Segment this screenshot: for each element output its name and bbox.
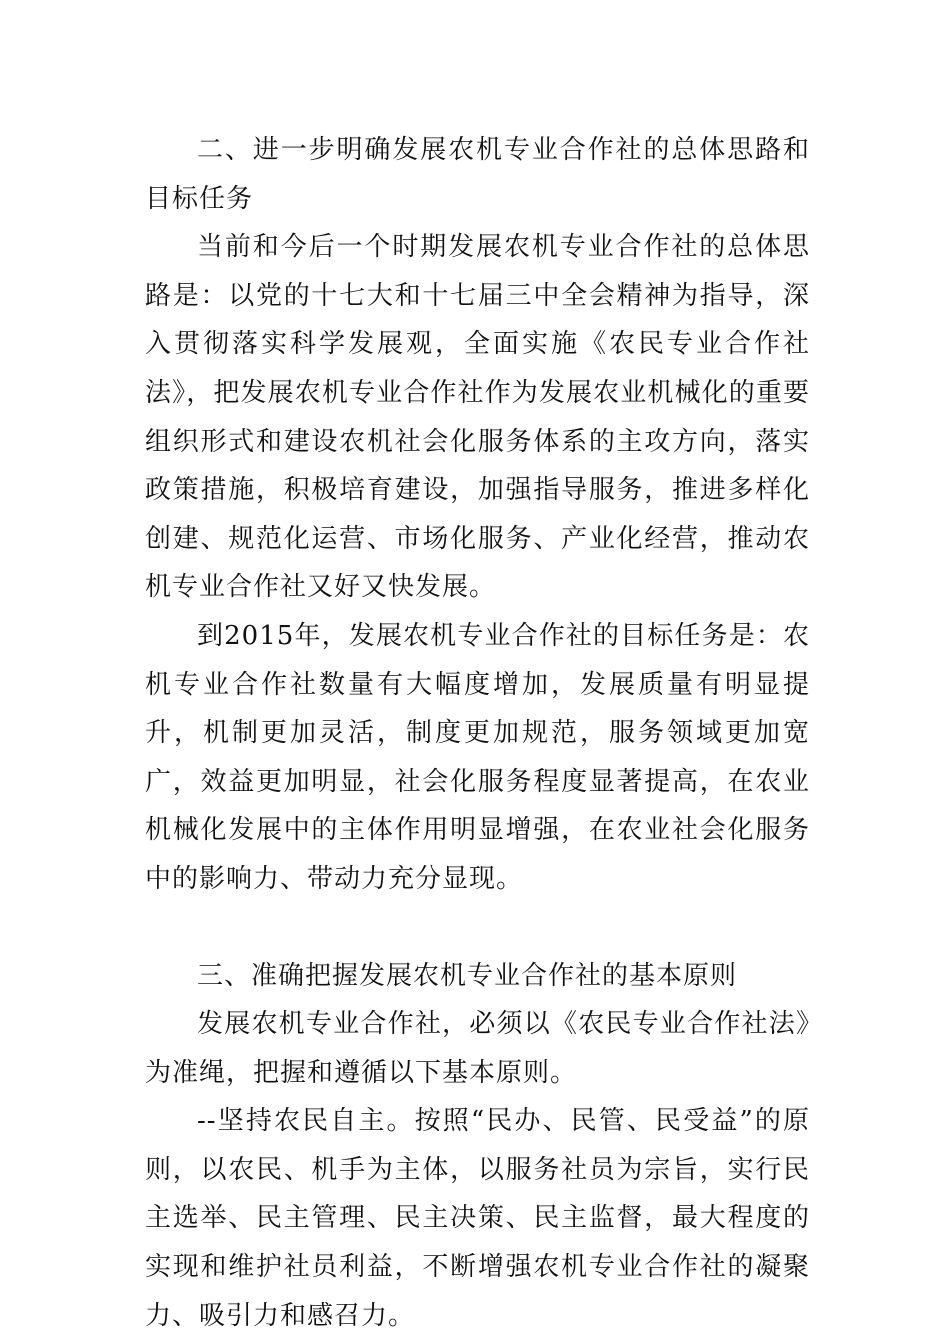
section-3-paragraph-2: --坚持农民自主。按照“民办、民管、民受益”的原则，以农民、机手为主体，以服务社员为宗旨，实行民主选举、民主管理、民主决策、民主监督，最大程度的实现和维护社员利益，不断增强农机专业合作社的凝聚力、吸引力和感召力。 — [145, 1106, 810, 1331]
document-body — [145, 126, 810, 1340]
section-2-paragraph-1: 当前和今后一个时期发展农机专业合作社的总体思路是：以党的十七大和十七届三中全会精神为指导，深入贯彻落实科学发展观，全面实施《农民专业合作社法》，把发展农机专业合作社作为发展农业机械化的重要组织形式和建设农机社会化服务体系的主攻方向，落实政策措施，积极培育建设，加强指导服务，推进多样化创建、规范化运营、市场化服务、产业化经营，推动农机专业合作社又好又快发展。 — [145, 232, 810, 603]
section-2-paragraph-2: 到2015年，发展农机专业合作社的目标任务是：农机专业合作社数量有大幅度增加，发展质量有明显提升，机制更加灵活，制度更加规范，服务领域更加宽广，效益更加明显，社会化服务程度显著提高，在农业机械化发展中的主体作用明显增强，在农业社会化服务中的影响力、带动力充分显现。 — [145, 620, 810, 894]
section-3-paragraph-1: 发展农机专业合作社，必须以《农民专业合作社法》为准绳，把握和遵循以下基本原则。 — [145, 1009, 810, 1088]
section-3-heading: 三、准确把握发展农机专业合作社的基本原则 — [197, 960, 738, 991]
section-spacer — [145, 904, 810, 952]
section-2-heading: 二、进一步明确发展农机专业合作社的总体思路和目标任务 — [145, 135, 810, 214]
